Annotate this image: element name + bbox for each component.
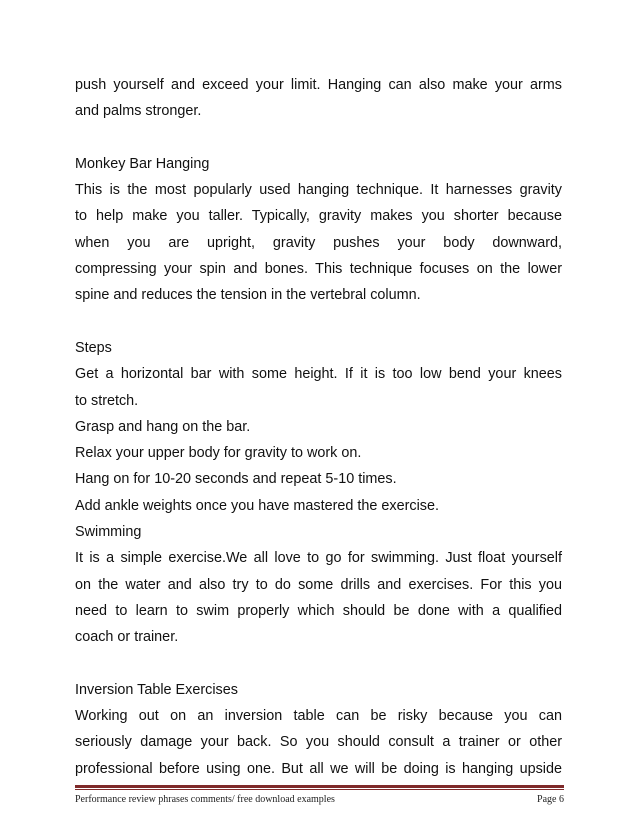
- text-line: when you are upright, gravity pushes your body downward,: [75, 234, 562, 251]
- text-line: Steps: [75, 339, 112, 356]
- text-line: This is the most popularly used hanging technique. It harnesses gravity: [75, 182, 562, 199]
- footer-rule-thin: [75, 789, 564, 790]
- text-line: push yourself and exceed your limit. Hanging can also make your arms: [75, 77, 562, 93]
- body-text: [75, 72, 562, 782]
- text-line: It is a simple exercise.We all love to go for swimming. Just float yourself: [75, 550, 562, 567]
- text-line: to help make you taller. Typically, gravity makes you shorter because: [75, 208, 562, 225]
- text-line: Relax your upper body for gravity to work on.: [75, 445, 362, 462]
- text-line: to stretch.: [75, 392, 139, 409]
- blank-line: [75, 309, 562, 335]
- text-line: professional before using one. But all we will be doing is hanging upside: [75, 760, 562, 777]
- text-line: on the water and also try to do some drills and exercises. For this you: [75, 576, 562, 593]
- page-number: Page 6: [537, 794, 564, 805]
- text-line: Grasp and hang on the bar.: [75, 418, 251, 435]
- text-line: Hang on for 10-20 seconds and repeat 5-10 times.: [75, 471, 397, 488]
- footer-title: Performance review phrases comments/ free download examples: [75, 794, 335, 805]
- blank-line: [75, 651, 562, 677]
- text-line: Inversion Table Exercises: [75, 681, 238, 698]
- text-line: Add ankle weights once you have mastered the exercise.: [75, 497, 439, 514]
- footer-rule: [75, 785, 564, 788]
- text-line: Swimming: [75, 524, 142, 541]
- blank-line: [75, 125, 562, 151]
- text-line: spine and reduces the tension in the vertebral column.: [75, 287, 421, 304]
- text-line: Working out on an inversion table can be risky because you can: [75, 708, 562, 725]
- text-line: and palms stronger.: [75, 103, 202, 120]
- text-line: Get a horizontal bar with some height. If it is too low bend your knees: [75, 366, 562, 383]
- text-line: coach or trainer.: [75, 629, 179, 646]
- text-line: need to learn to swim properly which should be done with a qualified: [75, 602, 562, 619]
- text-line: Monkey Bar Hanging: [75, 155, 210, 172]
- text-line: compressing your spin and bones. This technique focuses on the lower: [75, 261, 562, 278]
- text-line: seriously damage your back. So you should consult a trainer or other: [75, 734, 562, 751]
